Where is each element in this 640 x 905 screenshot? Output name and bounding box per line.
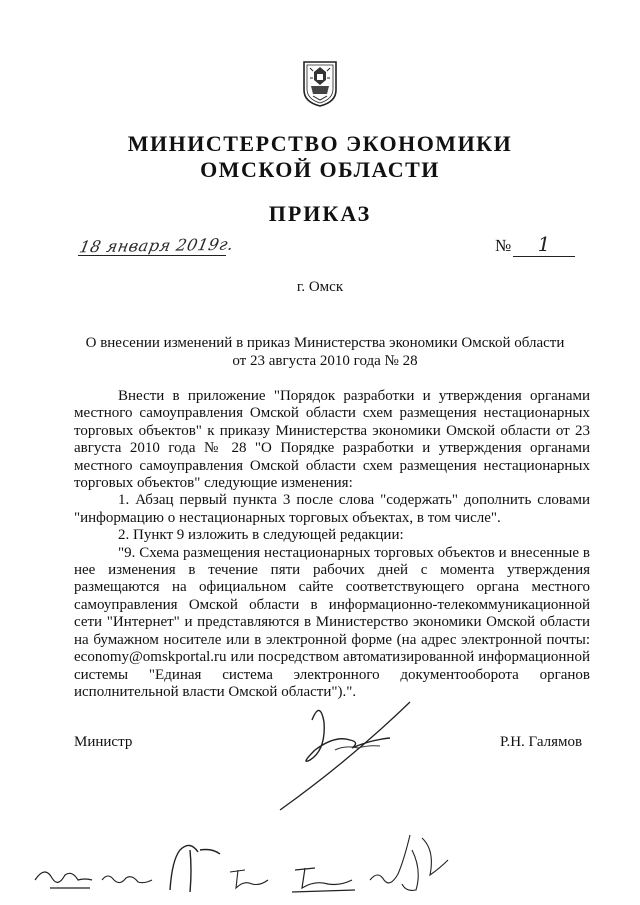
body-paragraph-3: 2. Пункт 9 изложить в следующей редакции: [118, 527, 404, 544]
order-number: 1 [513, 232, 575, 257]
document-type-title: ПРИКАЗ [268, 201, 372, 226]
signatory-name: Р.Н. Галямов [500, 734, 583, 750]
approval-initials [30, 830, 450, 900]
ministry-name-line1: МИНИСТЕРСТВО ЭКОНОМИКИ [127, 131, 513, 156]
subject-line1: О внесении изменений в приказ Министерства экономики Омской области [85, 335, 565, 351]
body-paragraph-1: Внести в приложение "Порядок разработки и утверждения органами местного самоуправления Омской области схем размещения нестационарных торговых объектов" к приказу Министерства экономики Омской области от 23 августа 2010 года № 28 "О Порядке разработки и утверждения органами местного самоуправления Омской области схем размещения нестационарных торговых объектов" следующие изменения: [74, 388, 590, 492]
order-date [77, 234, 236, 258]
body-paragraph-4: "9. Схема размещения нестационарных торговых объектов и внесенные в нее изменения в течение пяти рабочих дней с момента утверждения размещаются на официальном сайте соответствующего органа местного самоуправления Омской области в информационно-телекоммуникационной сети "Интернет" и представляются в Министерство экономики Омской области на бумажном носителе или в электронной форме (на адрес электронной почты: economy@omskportal.ru или посредством автоматизированной информационной системы "Единая система электронного документооборота органов исполнительной власти Омской области").". [74, 544, 590, 700]
order-number-label: № [495, 236, 512, 255]
order-date-text: 18 января 2019г. [77, 234, 236, 257]
body-paragraph-2: 1. Абзац первый пункта 3 после слова "содержать" дополнить словами "информацию о нестационарных торговых объектах, в том числе". [74, 492, 590, 526]
subject-line2: от 23 августа 2010 года № 28 [232, 353, 418, 369]
date-underline [78, 255, 226, 256]
city-name: г. Омск [296, 279, 344, 295]
ministry-name-line2: ОМСКОЙ ОБЛАСТИ [200, 157, 440, 182]
document-body [74, 388, 590, 701]
signatory-title: Министр [74, 734, 133, 750]
handwritten-signature [240, 690, 440, 820]
coat-of-arms-emblem [301, 58, 339, 108]
